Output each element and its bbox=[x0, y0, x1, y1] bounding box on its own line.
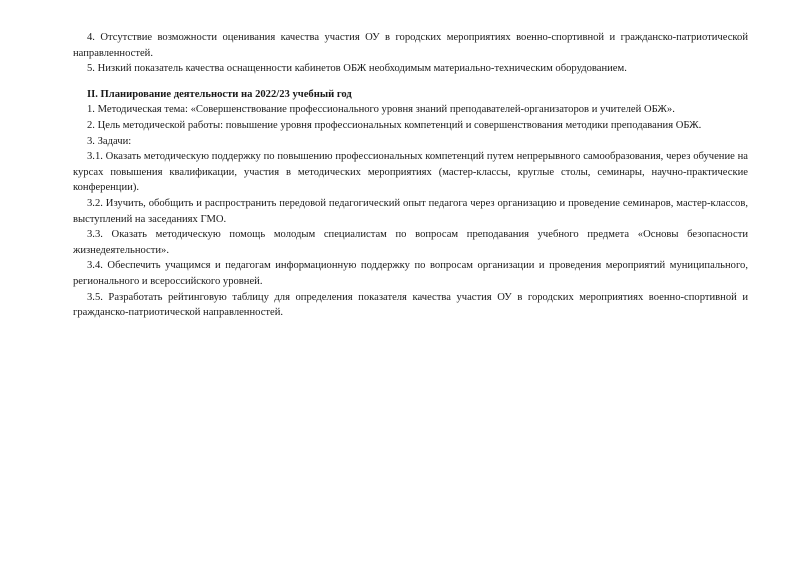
problem-item-5: 5. Низкий показатель качества оснащенности кабинетов ОБЖ необходимым материально-техническим оборудованием. bbox=[87, 63, 627, 75]
document-body bbox=[73, 30, 748, 321]
methodical-goal: 2. Цель методической работы: повышение уровня профессиональных компетенций и совершенствования методики преподавания ОБЖ. bbox=[87, 119, 702, 131]
task-3-2: 3.2. Изучить, обобщить и распространить передовой педагогический опыт педагога через организацию и проведение семинаров, мастер-классов, выступлений на заседаниях ГМО. bbox=[73, 197, 748, 225]
tasks-label: 3. Задачи: bbox=[87, 135, 132, 147]
task-3-5: 3.5. Разработать рейтинговую таблицу для определения показателя качества участия ОУ в городских мероприятиях военно-спортивной и гражданско-патриотической направленностей. bbox=[73, 291, 748, 319]
task-3-1: 3.1. Оказать методическую поддержку по повышению профессиональных компетенций путем непрерывного самообразования, через обучение на курсах повышения квалификации, участия в методических мероприятиях (мастер-классы, круглые столы, семинары, научно-практические конференции). bbox=[73, 151, 748, 194]
methodical-theme: 1. Методическая тема: «Совершенствование профессионального уровня знаний преподавателей-организаторов и учителей ОБЖ». bbox=[87, 104, 675, 116]
task-3-4: 3.4. Обеспечить учащимся и педагогам информационную поддержку по вопросам организации и проведения мероприятий муниципального, регионального и всероссийского уровней. bbox=[73, 260, 748, 287]
problem-item-4: 4. Отсутствие возможности оценивания качества участия ОУ в городских мероприятиях военно-спортивной и гражданско-патриотической направленностей. bbox=[73, 32, 748, 59]
task-3-3: 3.3. Оказать методическую помощь молодым специалистам по вопросам преподавания учебного предмета «Основы безопасности жизнедеятельности». bbox=[73, 229, 748, 256]
section-heading: II. Планирование деятельности на 2022/23 учебный год bbox=[87, 88, 352, 100]
